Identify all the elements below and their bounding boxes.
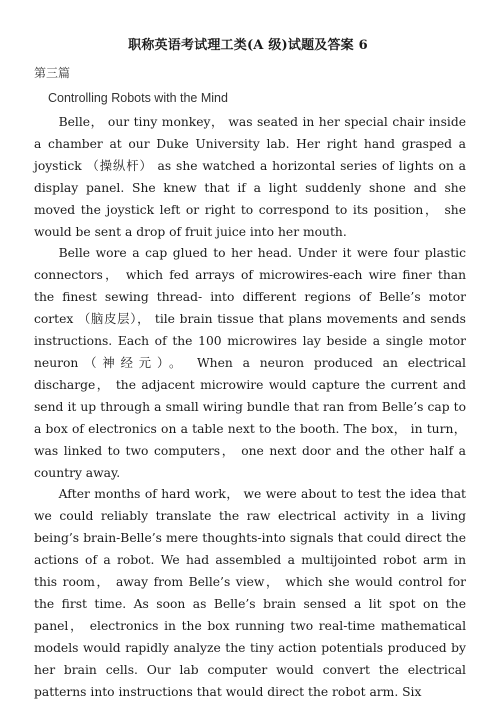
paragraph-3: After months of hard work， we were about to test the idea that we could reliably translate the raw electrical activity in a living being’s brain-Belle’s mere thoughts-into signals that could direct the actions of a robot. We had assembled a multijointed robot arm in this room， away from Belle’s view， which she would control for the first time. As soon as Belle’s brain sensed a lit spot on the panel， electronics in the box running two real-time mathematical models would rapidly analyze the tiny action potentials produced by her brain cells. Our lab computer would convert the electrical patterns into instructions that would direct the robot arm. Six bbox=[34, 487, 466, 699]
document-title: 职称英语考试理工类(A 级)试题及答案 6 bbox=[128, 38, 368, 53]
article-body bbox=[34, 112, 466, 703]
section-label: 第三篇 bbox=[34, 66, 71, 80]
paragraph-1: Belle， our tiny monkey， was seated in her special chair inside a chamber at our Duke University lab. Her right hand grasped a joystick （操纵杆） as she watched a horizontal series of lights on a display panel. She knew that if a light suddenly shone and she moved the joystick left or right to correspond to its position， she would be sent a drop of fruit juice into her mouth. bbox=[34, 115, 466, 239]
article-title: Controlling Robots with the Mind bbox=[48, 91, 228, 105]
paragraph-2: Belle wore a cap glued to her head. Under it were four plastic connectors， which fed arrays of microwires-each wire finer than the finest sewing thread- into different regions of Belle’s motor cortex （脑皮层）， tile brain tissue that plans movements and sends instructions. Each of the 100 microwires lay beside a single motor neuron（神经元）。 When a neuron produced an electrical discharge， the adjacent microwire would capture the current and send it up through a small wiring bundle that ran from Belle’s cap to a box of electronics on a table next to the booth. The box， in turn， was linked to two computers， one next door and the other half a country away. bbox=[34, 246, 466, 480]
